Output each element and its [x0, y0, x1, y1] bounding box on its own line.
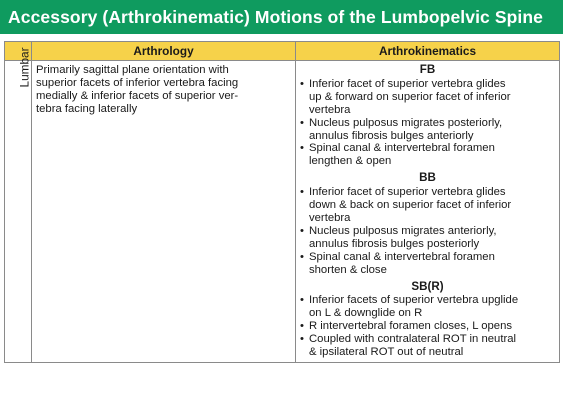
list-item: [300, 320, 555, 333]
bullet-line: Nucleus pulposus migrates anteriorly,: [309, 224, 497, 237]
bullet-line: Spinal canal & intervertebral foramen: [309, 142, 495, 155]
motion-list-bb: [300, 186, 555, 276]
table-row: [5, 61, 560, 363]
bullet-line: Coupled with contralateral ROT in neutral: [309, 333, 517, 346]
bullet-line: Nucleus pulposus migrates posteriorly,: [309, 116, 503, 129]
region-label: Lumbar: [17, 47, 32, 88]
list-item: [300, 333, 555, 359]
arthrology-line: Primarily sagittal plane orientation with: [36, 64, 229, 76]
motion-list-sbr: [300, 294, 555, 359]
arthrology-cell: [32, 61, 296, 363]
region-cell: [5, 47, 32, 363]
motion-heading-sbr: SB(R): [411, 279, 444, 293]
bullet-line: Inferior facet of superior vertebra glides: [309, 77, 506, 90]
bullet-line: R intervertebral foramen closes, L opens: [309, 320, 513, 333]
bullet-icon: •: [300, 186, 304, 199]
motion-heading-bb: BB: [419, 171, 436, 185]
bullet-icon: •: [300, 116, 304, 129]
header-row: [5, 42, 560, 61]
list-item: [300, 186, 555, 225]
bullet-line: down & back on superior facet of inferior: [309, 199, 512, 212]
bullet-icon: •: [300, 142, 304, 155]
page-title: Accessory (Arthrokinematic) Motions of the Lumbopelvic Spine: [8, 6, 543, 27]
bullet-icon: •: [300, 294, 304, 307]
list-item: [300, 117, 555, 143]
bullet-line: on L & downglide on R: [309, 307, 423, 320]
bullet-line: lengthen & open: [309, 155, 392, 168]
bullet-line: Inferior facet of superior vertebra glides: [309, 186, 506, 199]
bullet-icon: •: [300, 77, 304, 90]
list-item: [300, 225, 555, 251]
arthrokinematics-cell: [296, 61, 560, 363]
bullet-line: annulus fibrosis bulges posteriorly: [309, 237, 480, 250]
header-arthrology: Arthrology: [32, 42, 296, 61]
header-arthrokinematics: Arthrokinematics: [296, 42, 560, 61]
list-item: [300, 294, 555, 320]
motion-heading-fb: FB: [419, 63, 436, 76]
motions-table: [4, 41, 560, 363]
list-item: [300, 142, 555, 168]
list-item: [300, 78, 555, 117]
bullet-line: vertebra: [309, 103, 351, 116]
bullet-line: annulus fibrosis bulges anteriorly: [309, 129, 474, 142]
list-item: [300, 251, 555, 277]
bullet-icon: •: [300, 333, 304, 346]
arthrology-line: medially & inferior facets of superior ver-: [36, 89, 239, 102]
bullet-line: Inferior facets of superior vertebra upglide: [309, 294, 519, 307]
bullet-icon: •: [300, 224, 304, 237]
bullet-line: vertebra: [309, 211, 351, 224]
bullet-line: up & forward on superior facet of inferior: [309, 90, 511, 103]
bullet-line: Spinal canal & intervertebral foramen: [309, 250, 495, 263]
bullet-icon: •: [300, 250, 304, 263]
arthrology-line: superior facets of inferior vertebra facing: [36, 76, 239, 89]
title-bar: [0, 0, 563, 34]
bullet-line: shorten & close: [309, 263, 387, 276]
motion-list-fb: [300, 78, 555, 168]
bullet-line: & ipsilateral ROT out of neutral: [309, 346, 464, 359]
arthrology-line: tebra facing laterally: [36, 102, 138, 115]
bullet-icon: •: [300, 320, 304, 333]
